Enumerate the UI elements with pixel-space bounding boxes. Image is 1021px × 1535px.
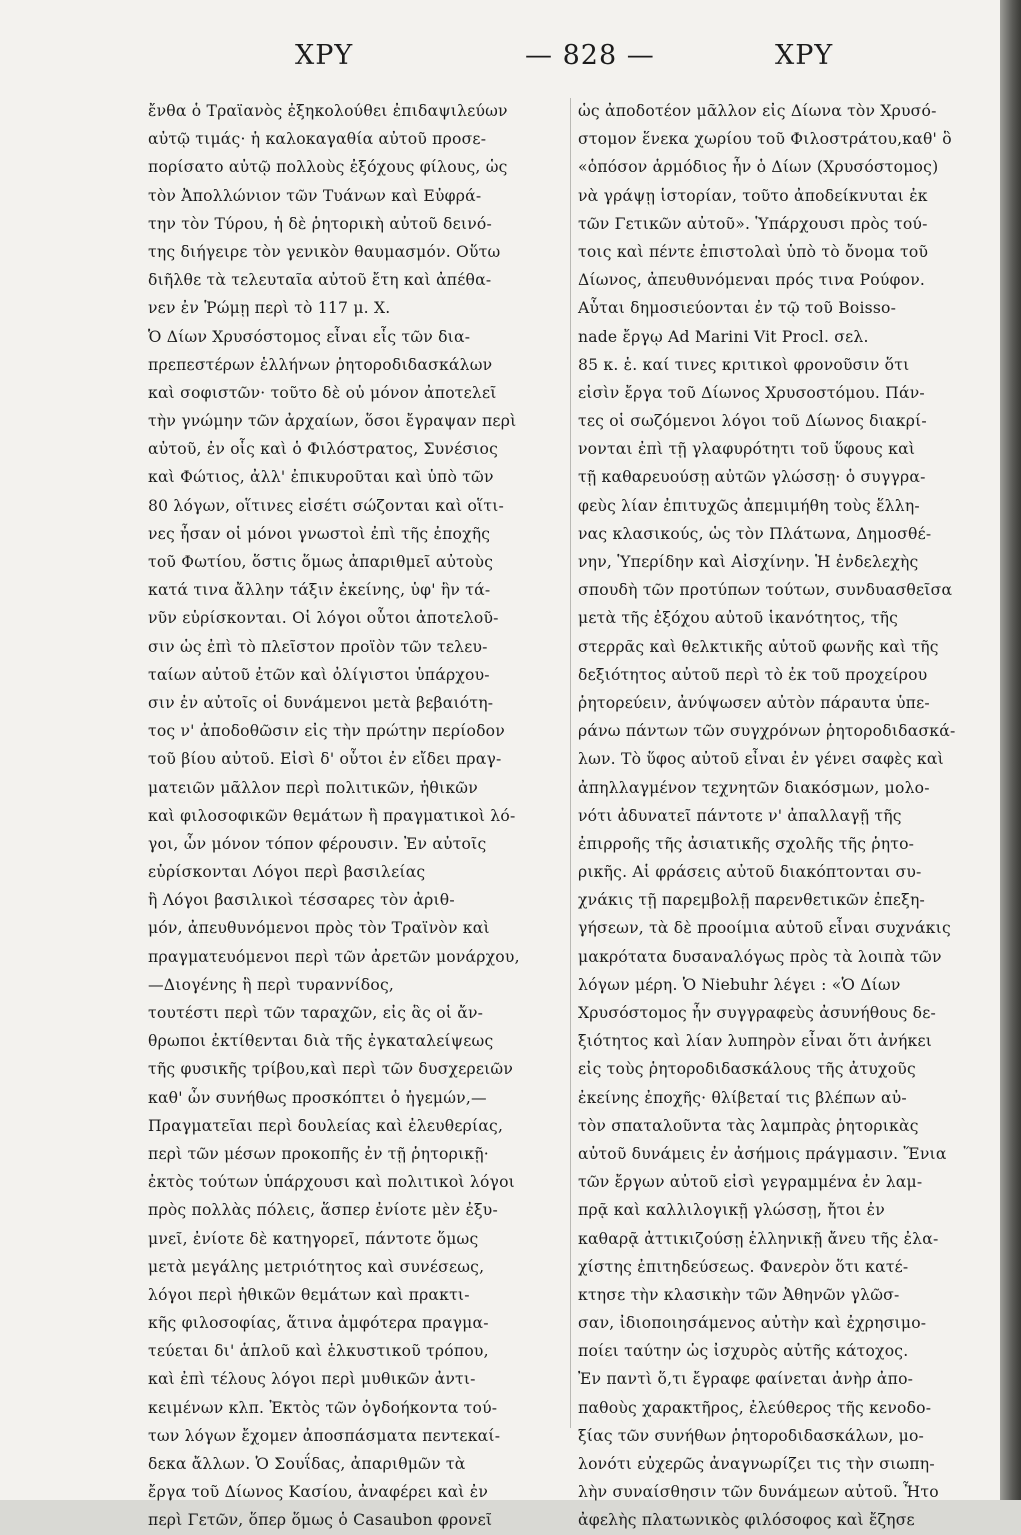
text-line: —Διογένης ἢ περὶ τυραννίδος, [148,975,395,994]
text-line: 80 λόγων, οἵτινες εἰσέτι σώζονται καὶ οἵτι- [148,496,504,515]
text-line: ἢ Λόγοι βασιλικοὶ τέσσαρες τὸν ἀριθ- [148,891,455,910]
text-line: τῶν ἔργων αὐτοῦ εἰσὶ γεγραμμένα ἐν λαμ- [578,1173,923,1192]
text-line: καὶ Φώτιος, ἀλλ' ἐπικυροῦται καὶ ὑπὸ τῶν [148,468,494,487]
text-line: κειμένων κλπ. Ἐκτὸς τῶν ὀγδοήκοντα τού- [148,1398,498,1417]
text-line: καθ' ὧν συνήθως προσκόπτει ὁ ἡγεμών,— [148,1088,487,1107]
text-line: σιν ἐν αὐτοῖς οἱ δυνάμενοι μετὰ βεβαιότη- [148,693,494,712]
text-line: νὰ γράψῃ ἱστορίαν, τοῦτο ἀποδείκνυται ἐκ [578,186,928,205]
column-divider [570,98,571,1428]
text-line: ἀφελὴς πλατωνικὸς φιλόσοφος καὶ ἔζησε [578,1511,915,1530]
text-line: νας κλασικούς, ὡς τὸν Πλάτωνα, Δημοσθέ- [578,524,932,543]
text-line: σπουδὴ τῶν προτύπων τούτων, συνδυασθεῖσα [578,581,953,600]
text-line: λὴν συναίσθησιν τῶν δυνάμεων αὐτοῦ. Ἦτο [578,1483,939,1502]
text-line: ξίας τῶν συνήθων ῥητοροδιδασκάλων, μο- [578,1426,924,1445]
text-line: μετὰ μεγάλης μετριότητος καὶ συνέσεως, [148,1257,485,1276]
text-line: περὶ τῶν μέσων προκοπῆς ἐν τῇ ῥητορικῇ· [148,1144,489,1163]
text-line: δεξιότητος αὐτοῦ περὶ τὸ ἐκ τοῦ προχείρου [578,665,928,684]
text-line: ἔνθα ὁ Τραϊανὸς ἐξηκολούθει ἐπιδαψιλεύων [148,102,508,120]
text-line: δεκα ἄλλων. Ὁ Σουΐδας, ἀπαριθμῶν τὰ [148,1455,466,1473]
text-line: αὐτοῦ δυνάμεις ἐν ἀσήμοις πράγμασιν. Ἕνια [578,1144,947,1163]
text-line: λονότι εὐχερῶς ἀναγνωρίζει τις τὴν σιωπη- [578,1455,935,1473]
text-line: καὶ ἐπὶ τέλους λόγοι περὶ μυθικῶν ἀντι- [148,1370,476,1389]
text-line: θρωποι ἐκτίθενται διὰ τῆς ἐγκαταλείψεως [148,1032,494,1051]
text-line: ταίων αὐτοῦ ἐτῶν καὶ ὀλίγιστοι ὑπάρχου- [148,665,490,684]
text-line: γήσεων, τὰ δὲ προοίμια αὐτοῦ εἶναι συχνάκις [578,919,951,938]
text-line: Ὁ Δίων Χρυσόστομος εἶναι εἷς τῶν δια- [148,327,471,346]
text-line: Δίωνος, ἀπευθυνόμεναι πρός τινα Ρούφον. [578,271,926,290]
page-number: — 828 — [525,40,655,71]
text-line: νην, Ὑπερίδην καὶ Αἰσχίνην. Ἡ ἐνδελεχὴς [578,553,919,571]
text-line: ράνω πάντων τῶν συγχρόνων ῥητοροδιδασκά- [578,722,956,741]
right-column [578,97,988,1535]
text-line: αὐτῷ τιμάς· ἡ καλοκαγαθία αὐτοῦ προσε- [148,130,487,149]
text-line: πρεπεστέρων ἑλλήνων ῥητοροδιδασκάλων [148,355,493,374]
text-line: μακρότατα δυσαναλόγως πρὸς τὰ λοιπὰ τῶν [578,947,942,966]
text-line: 85 κ. ἑ. καί τινες κριτικοὶ φρονοῦσιν ὅτι [578,355,910,374]
text-line: πρὸς πολλὰς πόλεις, ἅσπερ ἐνίοτε μὲν ἐξυ- [148,1201,498,1220]
text-line: χίστης ἐπιτηδεύσεως. Φανερὸν ὅτι κατέ- [578,1257,909,1276]
text-line: λόγων μέρη. Ὁ Niebuhr λέγει : «Ὁ Δίων [578,975,901,994]
text-line: στερρᾶς καὶ θελκτικῆς αὐτοῦ φωνῆς καὶ τῆς [578,637,939,656]
text-line: ξιότητος καὶ λίαν λυπηρὸν εἶναι ὅτι ἀνήκει [578,1032,933,1051]
text-line: σιν ὡς ἐπὶ τὸ πλεῖστον προϊὸν τῶν τελευ- [148,637,488,656]
text-line: αὐτοῦ, ἐν οἷς καὶ ὁ Φιλόστρατος, Συνέσιος [148,440,499,459]
text-line: τὸν σπαταλοῦντα τὰς λαμπρὰς ῥητορικὰς [578,1116,919,1135]
text-line: παθοὺς χαρακτῆρος, ἐλεύθερος τῆς κενοδο- [578,1398,932,1417]
text-line: εἰσὶν ἔργα τοῦ Δίωνος Χρυσοστόμου. Πάν- [578,383,925,402]
text-line: κτησε τὴν κλασικὴν τῶν Ἀθηνῶν γλῶσ- [578,1285,900,1304]
text-line: νες ἦσαν οἱ μόνοι γνωστοὶ ἐπὶ τῆς ἐποχῆς [148,524,491,543]
text-line: πορίσατο αὐτῷ πολλοὺς ἐξόχους φίλους, ὡς [148,158,508,177]
text-line: νῦν εὑρίσκονται. Οἱ λόγοι οὗτοι ἀποτελοῦ- [148,609,499,628]
text-line: τῆς φυσικῆς τρίβου,καὶ περὶ τῶν δυσχερειῶν [148,1060,514,1079]
text-line: ἐκείνης ἐποχῆς· θλίβεταί τις βλέπων αὐ- [578,1088,907,1107]
text-line: τες οἱ σωζόμενοι λόγοι τοῦ Δίωνος διακρί- [578,412,927,431]
text-line: την τὸν Τύρου, ἡ δὲ ῥητορικὴ αὐτοῦ δεινό- [148,214,492,233]
text-line: τὸν Ἀπολλώνιον τῶν Τυάνων καὶ Εὐφρά- [148,186,482,205]
text-line: ῥητορεύειν, ἀνύψωσεν αὐτὸν πάραυτα ὑπε- [578,693,930,712]
text-line: περὶ Γετῶν, ὅπερ ὅμως ὁ Casaubon φρονεῖ [148,1511,493,1530]
text-line: τῶν Γετικῶν αὐτοῦ». Ὑπάρχουσι πρὸς τού- [578,214,928,233]
text-line: καὶ φιλοσοφικῶν θεμάτων ἢ πραγματικοὶ λό- [148,806,516,825]
text-line: κῆς φιλοσοφίας, ἅτινα ἀμφότερα πραγμα- [148,1314,489,1333]
text-line: Ἐν παντὶ ὅ,τι ἔγραφε φαίνεται ἀνὴρ ἀπο- [578,1370,914,1389]
text-line: τεύεται δι' ἁπλοῦ καὶ ἑλκυστικοῦ τρόπου, [148,1342,489,1361]
text-line: εἰς τοὺς ῥητοροδιδασκάλους τῆς ἀτυχοῦς [578,1060,916,1079]
text-line: γοι, ὧν μόνον τόπον φέρουσιν. Ἐν αὐτοῖς [148,834,487,853]
text-line: στομον ἕνεκα χωρίου τοῦ Φιλοστράτου,καθ' ὃ [578,130,952,149]
text-line: τοῦ βίου αὐτοῦ. Εἰσὶ δ' οὗτοι ἐν εἴδει πραγ- [148,750,502,769]
page-edge [1000,0,1021,1500]
text-line: ἀπηλλαγμένον τεχνητῶν διακόσμων, μολο- [578,778,930,797]
text-line: εὑρίσκονται Λόγοι περὶ βασιλείας [148,863,426,882]
text-line: καὶ σοφιστῶν· τοῦτο δὲ οὐ μόνον ἀποτελεῖ [148,383,497,402]
text-line: τος ν' ἀποδοθῶσιν εἰς τὴν πρώτην περίοδον [148,722,505,741]
text-line: τοις καὶ πέντε ἐπιστολαὶ ὑπὸ τὸ ὄνομα τοῦ [578,242,929,261]
text-line: μνεῖ, ἐνίοτε δὲ κατηγορεῖ, πάντοτε ὅμως [148,1229,479,1248]
text-line: νεν ἐν Ῥώμῃ περὶ τὸ 117 μ. Χ. [148,299,391,318]
text-line: ἔργα τοῦ Δίωνος Κασίου, ἀναφέρει καὶ ἐν [148,1483,489,1502]
text-line: nade ἔργῳ Ad Marini Vit Procl. σελ. [578,327,869,346]
text-line: τὴν γνώμην τῶν ἀρχαίων, ὅσοι ἔγραψαν περὶ [148,412,517,431]
text-line: Αὗται δημοσιεύονται ἐν τῷ τοῦ Boisso- [578,299,897,318]
text-line: Πραγματεῖαι περὶ δουλείας καὶ ἐλευθερίας, [148,1116,504,1135]
text-line: διῆλθε τὰ τελευταῖα αὐτοῦ ἔτη καὶ ἀπέθα- [148,271,492,290]
text-line: ρικῆς. Αἱ φράσεις αὐτοῦ διακόπτονται συ- [578,863,922,882]
text-line: κατά τινα ἄλλην τάξιν ἐκείνης, ὑφ' ἣν τά- [148,581,491,600]
text-line: νονται ἐπὶ τῇ γλαφυρότητι τοῦ ὕφους καὶ [578,440,916,459]
left-column [148,97,566,1535]
text-line: φεὺς λίαν ἐπιτυχῶς ἀπεμιμήθη τοὺς ἕλλη- [578,496,920,515]
text-line: των λόγων ἔχομεν ἀποσπάσματα πεντεκαί- [148,1426,501,1445]
text-line: ματειῶν μᾶλλον περὶ πολιτικῶν, ἠθικῶν [148,778,478,797]
header-left: ΧΡΥ [295,40,354,71]
text-line: πρᾷ καὶ καλλιλογικῇ γλώσσῃ, ἤτοι ἐν [578,1201,885,1220]
running-header [140,40,960,80]
text-line: Χρυσόστομος ἦν συγγραφεὺς ἀσυνήθους δε- [578,1004,937,1022]
text-line: λων. Τὸ ὕφος αὐτοῦ εἶναι ἐν γένει σαφὲς καὶ [578,750,944,769]
text-line: τοῦ Φωτίου, ὅστις ὅμως ἀπαριθμεῖ αὐτοὺς [148,553,494,571]
text-line: λόγοι περὶ ἠθικῶν θεμάτων καὶ πρακτι- [148,1285,470,1304]
text-line: τῇ καθαρευούσῃ αὐτῶν γλώσσῃ· ὁ συγγρα- [578,468,926,487]
text-line: σαν, ἰδιοποιησάμενος αὐτὴν καὶ ἐχρησιμο- [578,1314,927,1333]
text-line: χνάκις τῇ παρεμβολῇ παρενθετικῶν ἐπεξη- [578,891,925,910]
text-line: μόν, ἀπευθυνόμενοι πρὸς τὸν Τραϊνὸν καὶ [148,919,490,938]
header-right: ΧΡΥ [775,40,834,71]
text-line: νότι ἀδυνατεῖ πάντοτε ν' ἀπαλλαγῇ τῆς [578,806,902,825]
text-line: «ὁπόσον ἁρμόδιος ἦν ὁ Δίων (Χρυσόστομος) [578,158,939,177]
text-line: μετὰ τῆς ἐξόχου αὐτοῦ ἱκανότητος, τῆς [578,609,899,628]
text-line: της διήγειρε τὸν γενικὸν θαυμασμόν. Οὕτω [148,242,501,261]
text-line: ποίει ταύτην ὡς ἰσχυρὸς αὐτῆς κάτοχος. [578,1342,909,1361]
text-line: ὡς ἀποδοτέον μᾶλλον εἰς Δίωνα τὸν Χρυσό- [578,102,937,120]
text-line: ἐπιρροῆς τῆς ἀσιατικῆς σχολῆς τῆς ῥητο- [578,834,915,853]
text-line: καθαρᾷ ἀττικιζούσῃ ἑλληνικῇ ἄνευ τῆς ἐλα- [578,1229,939,1248]
text-line: πραγματευόμενοι περὶ τῶν ἀρετῶν μονάρχου, [148,947,520,966]
text-line: ἐκτὸς τούτων ὑπάρχουσι καὶ πολιτικοὶ λόγοι [148,1173,515,1192]
text-line: τουτέστι περὶ τῶν ταραχῶν, εἰς ἃς οἱ ἄν- [148,1004,484,1022]
